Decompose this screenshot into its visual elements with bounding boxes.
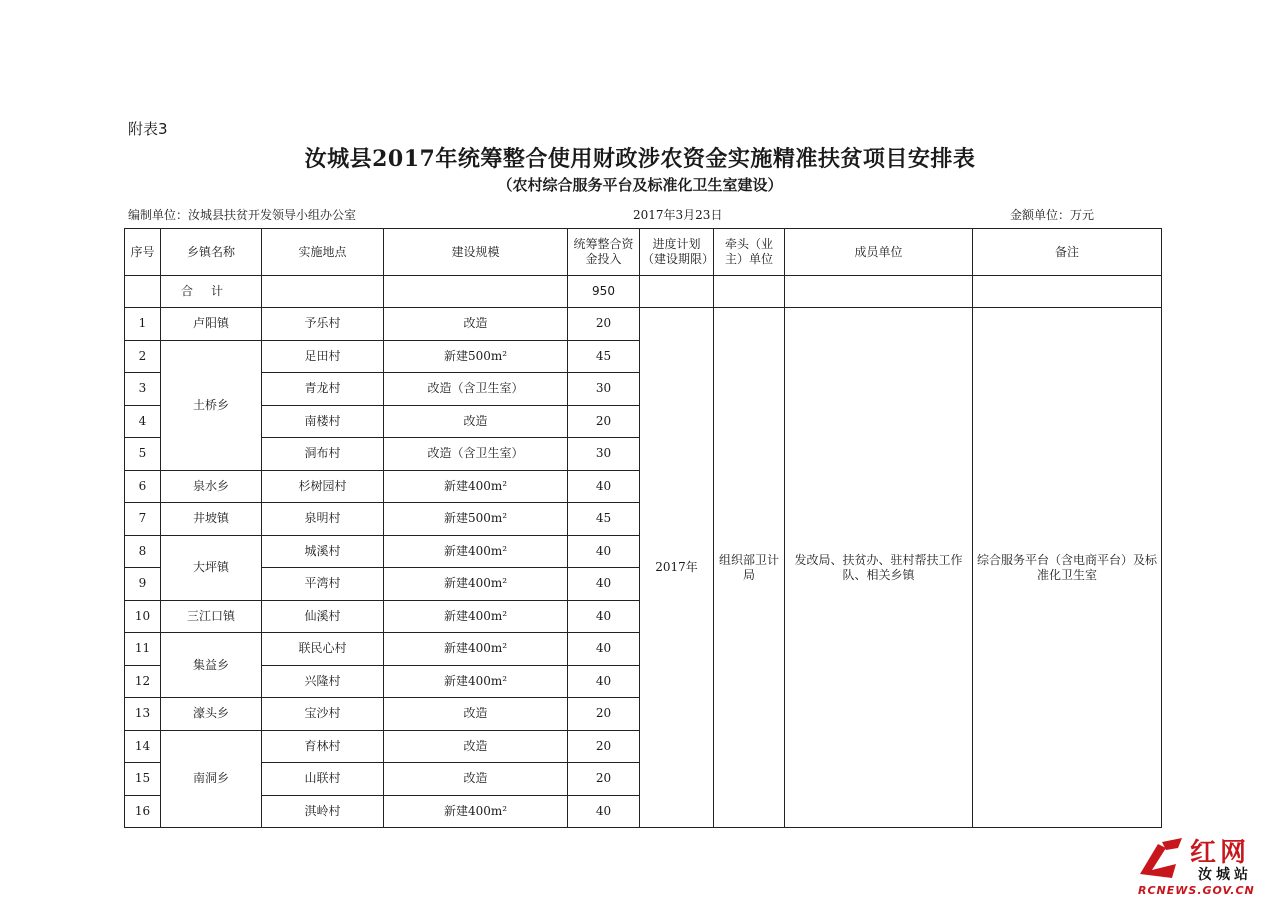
row-fund: 30: [568, 438, 640, 471]
page-title: 汝城县2017年统筹整合使用财政涉农资金实施精准扶贫项目安排表: [304, 146, 976, 172]
row-scale: 改造: [384, 730, 568, 763]
row-site: 南楼村: [262, 405, 384, 438]
row-scale: 改造（含卫生室）: [384, 438, 568, 471]
lead-unit-cell: 组织部卫计局: [714, 308, 785, 828]
row-site: 足田村: [262, 340, 384, 373]
row-fund: 20: [568, 405, 640, 438]
watermark-url: RCNEWS.GOV.CN: [1138, 884, 1255, 897]
compiler-unit: 编制单位：汝城县扶贫开发领导小组办公室: [128, 208, 357, 222]
row-site: 城溪村: [262, 535, 384, 568]
row-fund: 20: [568, 698, 640, 731]
total-row: [125, 276, 1162, 308]
row-seq: 13: [125, 698, 161, 731]
row-site: 泉明村: [262, 503, 384, 536]
row-seq: 5: [125, 438, 161, 471]
row-seq: 9: [125, 568, 161, 601]
header-row: [125, 229, 1162, 276]
row-fund: 40: [568, 633, 640, 666]
row-site: 杉树园村: [262, 470, 384, 503]
watermark: [1130, 832, 1275, 902]
row-site: 青龙村: [262, 373, 384, 406]
row-town: 土桥乡: [161, 340, 262, 470]
row-fund: 45: [568, 340, 640, 373]
rednet-logo-icon: [1132, 834, 1192, 884]
row-site: 仙溪村: [262, 600, 384, 633]
project-table: [124, 228, 1162, 828]
row-fund: 20: [568, 730, 640, 763]
header-lead: 牵头（业主）单位: [714, 229, 785, 276]
row-fund: 45: [568, 503, 640, 536]
row-seq: 4: [125, 405, 161, 438]
row-seq: 10: [125, 600, 161, 633]
row-site: 兴隆村: [262, 665, 384, 698]
row-seq: 14: [125, 730, 161, 763]
watermark-brand: 红网: [1190, 838, 1251, 868]
row-fund: 40: [568, 600, 640, 633]
row-site: 平湾村: [262, 568, 384, 601]
header-seq: 序号: [125, 229, 161, 276]
row-fund: 40: [568, 665, 640, 698]
header-fund: 统筹整合资金投入: [568, 229, 640, 276]
row-fund: 40: [568, 568, 640, 601]
annex-label: 附表3: [128, 120, 168, 138]
row-town: 南洞乡: [161, 730, 262, 828]
row-town: 大坪镇: [161, 535, 262, 600]
header-town: 乡镇名称: [161, 229, 262, 276]
row-site: 洞布村: [262, 438, 384, 471]
row-seq: 15: [125, 763, 161, 796]
row-scale: 新建400m²: [384, 665, 568, 698]
row-scale: 改造: [384, 763, 568, 796]
header-scale: 建设规模: [384, 229, 568, 276]
row-seq: 8: [125, 535, 161, 568]
row-fund: 40: [568, 795, 640, 828]
row-town: 三江口镇: [161, 600, 262, 633]
total-amount: 950: [568, 276, 640, 308]
row-town: 泉水乡: [161, 470, 262, 503]
member-units-cell: 发改局、扶贫办、驻村帮扶工作队、相关乡镇: [785, 308, 973, 828]
total-label: 合计: [161, 276, 262, 308]
row-scale: 新建400m²: [384, 633, 568, 666]
watermark-station: 汝城站: [1198, 867, 1252, 883]
row-seq: 7: [125, 503, 161, 536]
remarks-cell: 综合服务平台（含电商平台）及标准化卫生室: [973, 308, 1162, 828]
row-fund: 40: [568, 535, 640, 568]
row-fund: 40: [568, 470, 640, 503]
header-remarks: 备注: [973, 229, 1162, 276]
header-schedule: 进度计划（建设期限）: [640, 229, 714, 276]
row-scale: 新建500m²: [384, 503, 568, 536]
header-members: 成员单位: [785, 229, 973, 276]
row-site: 宝沙村: [262, 698, 384, 731]
page-subtitle: （农村综合服务平台及标准化卫生室建设）: [497, 176, 783, 194]
row-seq: 3: [125, 373, 161, 406]
row-scale: 新建400m²: [384, 795, 568, 828]
row-site: 联民心村: [262, 633, 384, 666]
row-seq: 16: [125, 795, 161, 828]
row-site: 育林村: [262, 730, 384, 763]
row-scale: 改造: [384, 405, 568, 438]
row-seq: 1: [125, 308, 161, 341]
compile-date: 2017年3月23日: [633, 208, 723, 222]
row-scale: 新建400m²: [384, 470, 568, 503]
row-fund: 20: [568, 308, 640, 341]
row-scale: 改造: [384, 308, 568, 341]
row-town: 卢阳镇: [161, 308, 262, 341]
row-fund: 20: [568, 763, 640, 796]
row-site: 淇岭村: [262, 795, 384, 828]
row-fund: 30: [568, 373, 640, 406]
row-seq: 6: [125, 470, 161, 503]
row-site: 予乐村: [262, 308, 384, 341]
row-scale: 新建500m²: [384, 340, 568, 373]
table-row: [125, 308, 1162, 341]
row-scale: 新建400m²: [384, 535, 568, 568]
row-scale: 改造: [384, 698, 568, 731]
row-scale: 改造（含卫生室）: [384, 373, 568, 406]
row-seq: 11: [125, 633, 161, 666]
row-seq: 12: [125, 665, 161, 698]
schedule-cell: 2017年: [640, 308, 714, 828]
row-scale: 新建400m²: [384, 600, 568, 633]
amount-unit: 金额单位：万元: [1010, 208, 1095, 222]
row-town: 集益乡: [161, 633, 262, 698]
row-site: 山联村: [262, 763, 384, 796]
row-scale: 新建400m²: [384, 568, 568, 601]
header-site: 实施地点: [262, 229, 384, 276]
row-seq: 2: [125, 340, 161, 373]
row-town: 井坡镇: [161, 503, 262, 536]
row-town: 濠头乡: [161, 698, 262, 731]
